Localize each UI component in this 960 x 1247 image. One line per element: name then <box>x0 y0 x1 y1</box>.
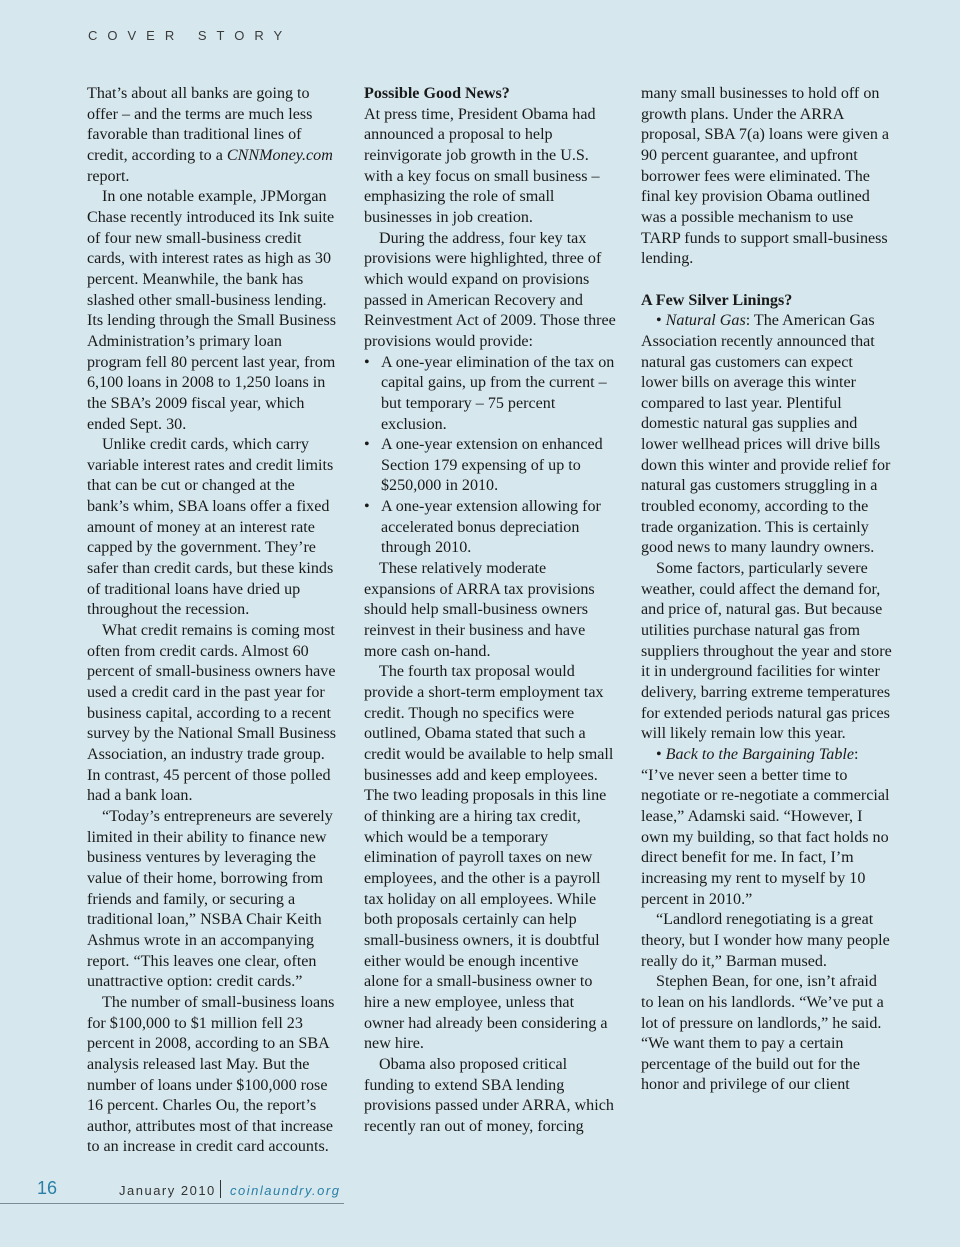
website-link[interactable]: coinlaundry.org <box>230 1183 341 1198</box>
paragraph: The number of small-business loans for $100,000 to $1 million fell 23 percent in 2008, according to an SBA analysis released last May. But the number of loans under $100,000 rose 16 percent. Charles Ou, the report’s author, attributes most of that increase to an increase in credit card accounts. <box>87 993 335 1156</box>
issue-date: January 2010 <box>119 1183 216 1198</box>
paragraph: “Landlord renegotiating is a great theory, but I wonder how many people really do it,” Barman mused. <box>641 911 890 970</box>
page-number: 16 <box>37 1178 58 1198</box>
article-column-1 <box>87 84 339 1158</box>
paragraph: At press time, President Obama had announced a proposal to help reinvigorate job growth in the U.S. with a key focus on small business – emphasizing the role of small businesses in job creation. <box>364 105 600 226</box>
paragraph: What credit remains is coming most often from credit cards. Almost 60 percent of small-business owners have used a credit card in the past year for business capital, according to a recent survey by the National Small Business Association, an industry trade group. In contrast, 45 percent of those polled had a bank loan. <box>87 622 336 805</box>
section-heading: Possible Good News? <box>364 85 510 102</box>
provision-list <box>364 353 616 560</box>
bullet-icon: • <box>364 498 370 516</box>
paragraph: • Back to the Bargaining Table: “I’ve never seen a better time to negotiate or re-negotiate a commercial lease,” Adamski said. “However, I own my building, so that fact holds no direct benefit for me. In fact, I’m increasing my rent to myself by 10 percent in 2010.” <box>641 745 890 908</box>
bullet-icon: • <box>364 436 370 454</box>
section-label: COVER STORY <box>88 28 293 43</box>
paragraph: During the address, four key tax provisions were highlighted, three of which would expand on provisions passed in American Recovery and Reinvestment Act of 2009. Those three provisions would provide: <box>364 229 616 350</box>
paragraph: Stephen Bean, for one, isn’t afraid to lean on his landlords. “We’ve put a lot of pressure on landlords,” he said. “We want them to pay a certain percentage of the build out for the honor and privilege of our client <box>641 973 884 1094</box>
paragraph: The fourth tax proposal would provide a short-term employment tax credit. Though no specifics were outlined, Obama stated that such a credit would be available to help small businesses add and keep employees. The two leading proposals in this line of thinking are a hiring tax credit, which would be a temporary elimination of payroll taxes on new employees, and the other is a payroll tax holiday on all employees. While both proposals certainly can help small-business owners, it is doubtful either would be enough incentive alone for a small-business owner to hire a new employee, unless that owner had already been considering a new hire. <box>364 663 614 1053</box>
subsection-term: Natural Gas <box>665 312 746 330</box>
paragraph: That’s about all banks are going to offer – and the terms are much less favorable than traditional lines of credit, according to a CNNMoney.com report. <box>87 85 333 185</box>
section-heading: A Few Silver Linings? <box>641 291 793 309</box>
list-item: • A one-year extension allowing for accelerated bonus depreciation through 2010. <box>364 498 601 557</box>
list-item: • A one-year elimination of the tax on capital gains, up from the current – but temporary – 75 percent exclusion. <box>364 353 615 433</box>
paragraph: These relatively moderate expansions of ARRA tax provisions should help small-business owners reinvest in their business and have more cash on-hand. <box>364 560 595 660</box>
footer-divider <box>220 1180 221 1198</box>
paragraph: Obama also proposed critical funding to extend SBA lending provisions passed under ARRA, which recently ran out of money, forcing <box>364 1055 614 1135</box>
footer-rule <box>0 1203 344 1204</box>
paragraph: Unlike credit cards, which carry variable interest rates and credit limits that can be cut or changed at the bank’s whim, SBA loans offer a fixed amount of money at an interest rate capped by the government. They’re safer than credit cards, but these kinds of traditional loans have dried up throughout the recession. <box>87 436 334 619</box>
article-column-3 <box>641 84 893 1096</box>
bullet-icon: • <box>364 353 370 371</box>
paragraph: “Today’s entrepreneurs are severely limited in their ability to finance new business ventures by leveraging the value of their home, borrowing from friends and family, or securing a traditional loan,” NSBA Chair Keith Ashmus wrote in an accompanying report. “This leaves one clear, often unattractive option: credit cards.” <box>87 807 333 991</box>
paragraph: Some factors, particularly severe weather, could affect the demand for, and price of, natural gas. But because utilities purchase natural gas from suppliers throughout the year and store it in underground facilities for winter delivery, barring extreme temperatures for extended periods natural gas prices will likely remain low this year. <box>641 560 892 743</box>
subsection-term: Back to the Bargaining Table <box>665 745 855 763</box>
list-item: • A one-year extension on enhanced Section 179 expensing of up to $250,000 in 2010. <box>364 436 603 495</box>
paragraph: In one notable example, JPMorgan Chase recently introduced its Ink suite of four new small-business credit cards, with interest rates as high as 30 percent. Meanwhile, the bank has slashed other small-business lending. Its lending through the Small Business Administration’s primary loan program fell 80 percent last year, from 6,100 loans in 2008 to 1,250 loans in the SBA’s 2009 fiscal year, which ended Sept. 30. <box>87 188 336 433</box>
bullet-icon: • <box>656 312 666 330</box>
paragraph: • Natural Gas: The American Gas Association recently announced that natural gas customers can expect lower bills on average this winter compared to last year. Plentiful domestic natural gas supplies and lower wellhead prices will drive bills down this winter and provide relief for natural gas customers struggling in a troubled economy, according to the trade organization. This is certainly good news to many laundry owners. <box>641 312 891 557</box>
bullet-icon: • <box>656 745 666 763</box>
paragraph: many small businesses to hold off on growth plans. Under the ARRA proposal, SBA 7(a) loans were given a 90 percent guarantee, and upfront borrower fees were eliminated. The final key provision Obama outlined was a possible mechanism to use TARP funds to support small-business lending. <box>641 85 890 268</box>
source-citation: CNNMoney.com <box>226 146 333 164</box>
article-column-2 <box>364 84 616 1137</box>
